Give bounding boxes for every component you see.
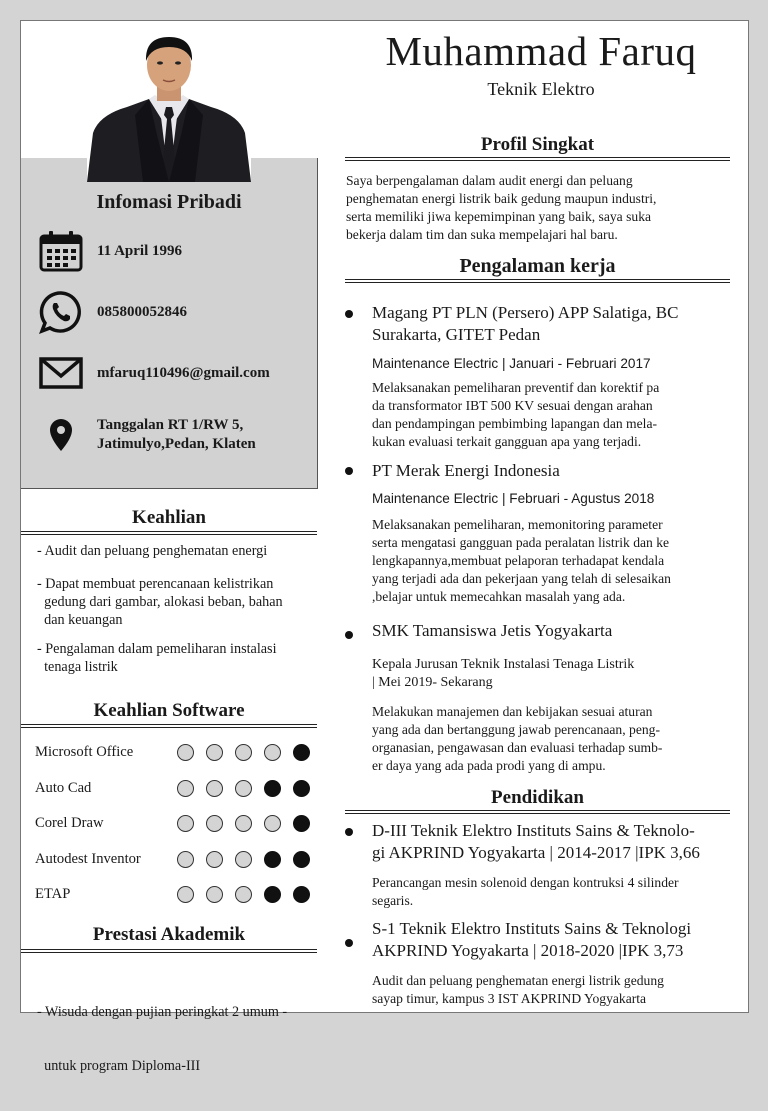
job-bullet xyxy=(345,467,353,475)
email-row xyxy=(39,351,270,395)
profile-line: bekerja dalam tim dan suka mempelajari hal baru. xyxy=(346,227,618,242)
education-bullet xyxy=(345,939,353,947)
rating-dot xyxy=(264,851,281,868)
location-pin-icon xyxy=(39,413,83,457)
skill-item xyxy=(37,640,277,676)
rating-dot xyxy=(177,851,194,868)
birthdate-text: 11 April 1996 xyxy=(97,242,183,259)
rating-dot xyxy=(293,886,310,903)
experience-title: Pengalaman kerja xyxy=(459,255,616,277)
achievements-rule xyxy=(21,949,317,953)
software-title: Keahlian Software xyxy=(93,700,245,721)
rating-dot xyxy=(264,744,281,761)
profile-line: penghematan energi listrik baik gedung maupun industri, xyxy=(346,191,657,206)
rating-dot xyxy=(235,780,252,797)
achievements-text xyxy=(37,967,287,1111)
skill-line: gedung dari gambar, alokasi beban, bahan xyxy=(37,594,283,610)
address-line-2: Jatimulyo,Pedan, Klaten xyxy=(97,436,256,452)
job-title-line: SMK Tamansiswa Jetis Yogyakarta xyxy=(372,621,613,640)
skills-rule xyxy=(21,531,317,535)
software-row xyxy=(35,741,325,763)
software-name: Auto Cad xyxy=(35,779,92,796)
experience-rule xyxy=(345,279,730,283)
job-desc-line: da transformator IBT 500 KV sesuai dengan arahan xyxy=(372,398,653,413)
skill-item xyxy=(37,575,283,629)
job-desc-line: kukan evaluasi terkait gangguan apa yang terjadi. xyxy=(372,434,642,449)
phone-row xyxy=(39,290,187,334)
job-bullet xyxy=(345,310,353,318)
rating-dot xyxy=(293,780,310,797)
birthdate-row xyxy=(39,229,182,273)
rating-dot xyxy=(206,886,223,903)
education-desc-line: sayap timur, kampus 3 IST AKPRIND Yogyakarta xyxy=(372,991,647,1006)
job-desc-line: Melaksanakan pemeliharan preventif dan korektif pa xyxy=(372,380,660,395)
rating-dot xyxy=(206,780,223,797)
profile-title: Profil Singkat xyxy=(480,134,595,155)
education-bullet xyxy=(345,828,353,836)
software-row xyxy=(35,812,325,834)
software-name: Corel Draw xyxy=(35,814,104,831)
job-desc-line: Melakukan manajemen dan kebijakan sesuai aturan xyxy=(372,704,653,719)
profile-rule xyxy=(345,157,730,161)
rating-dot xyxy=(206,815,223,832)
software-row xyxy=(35,777,325,799)
profile-text xyxy=(346,172,656,244)
education-description xyxy=(372,874,679,910)
software-rule xyxy=(21,724,317,728)
personal-info-title: Infomasi Pribadi xyxy=(96,191,242,213)
skill-line: - Dapat membuat perencanaan kelistrikan xyxy=(37,576,274,592)
education-title-line: S-1 Teknik Elektro Instituts Sains & Teknologi xyxy=(372,919,692,938)
job-role xyxy=(372,656,634,692)
rating-dot xyxy=(293,851,310,868)
rating-dot xyxy=(235,851,252,868)
education-description xyxy=(372,972,664,1008)
job-bullet xyxy=(345,631,353,639)
rating-dot xyxy=(264,886,281,903)
job-desc-line: er daya yang ada pada prodi yang di ampu. xyxy=(372,758,606,773)
education-title: Pendidikan xyxy=(491,787,584,808)
rating-dot xyxy=(264,815,281,832)
software-name: ETAP xyxy=(35,885,71,902)
software-row xyxy=(35,848,325,870)
skill-line: dan keuangan xyxy=(37,612,123,628)
profession-subtitle: Teknik Elektro xyxy=(487,79,595,99)
rating-dot xyxy=(235,886,252,903)
education-desc-line: Perancangan mesin solenoid dengan kontruksi 4 silinder xyxy=(372,875,679,890)
profile-line: Saya berpengalaman dalam audit energi dan peluang xyxy=(346,173,633,188)
job-desc-line: ,belajar untuk memecahkan masalah yang ada. xyxy=(372,589,626,604)
skills-title: Keahlian xyxy=(132,507,206,528)
address-line-1: Tanggalan RT 1/RW 5, xyxy=(97,417,244,433)
rating-dot xyxy=(177,744,194,761)
rating-dot xyxy=(293,744,310,761)
rating-dot xyxy=(293,815,310,832)
achievements-title: Prestasi Akademik xyxy=(92,924,246,945)
education-title-text xyxy=(372,820,700,864)
rating-dot xyxy=(206,851,223,868)
skill-line: - Pengalaman dalam pemeliharan instalasi xyxy=(37,641,277,657)
profile-line: serta memiliki jiwa kepemimpinan yang baik, saya suka xyxy=(346,209,652,224)
job-title-line: PT Merak Energi Indonesia xyxy=(372,461,560,480)
mail-icon xyxy=(39,351,83,395)
rating-dot xyxy=(235,744,252,761)
job-desc-line: lengkapannya,membuat pelaporan terhadapat kendala xyxy=(372,553,665,568)
address-text xyxy=(97,416,256,454)
job-role-line: Kepala Jurusan Teknik Instalasi Tenaga Listrik xyxy=(372,657,635,672)
software-name: Autodest Inventor xyxy=(35,850,141,867)
job-title xyxy=(372,620,612,642)
job-desc-line: yang terjadi ada dan pekerjaan yang telah di selesaikan xyxy=(372,571,671,586)
software-row xyxy=(35,883,325,905)
education-title-line: AKPRIND Yogyakarta | 2018-2020 |IPK 3,73 xyxy=(372,941,684,960)
rating-dot xyxy=(206,744,223,761)
job-desc-line: serta mengatasi gangguan pada peralatan listrik dan ke xyxy=(372,535,670,550)
job-description xyxy=(372,379,659,451)
job-title xyxy=(372,460,560,482)
education-title-text xyxy=(372,918,691,962)
skill-line: tenaga listrik xyxy=(37,659,118,675)
full-name: Muhammad Faruq xyxy=(385,28,697,74)
job-desc-line: yang ada dan bertanggung jawab perencanaan, peng- xyxy=(372,722,660,737)
skill-line: - Audit dan peluang penghematan energi xyxy=(37,543,268,559)
job-title-line: Magang PT PLN (Persero) APP Salatiga, BC xyxy=(372,303,679,322)
profile-photo xyxy=(87,35,251,182)
resume-page xyxy=(20,20,749,1074)
rating-dot xyxy=(177,815,194,832)
job-description xyxy=(372,516,671,606)
education-rule xyxy=(345,810,730,814)
rating-dot xyxy=(235,815,252,832)
job-description xyxy=(372,703,662,775)
job-role: Maintenance Electric | Januari - Februari 2017 xyxy=(372,356,651,371)
job-desc-line: Melaksanakan pemeliharan, memonitoring parameter xyxy=(372,517,663,532)
job-desc-line: organasian, pengawasan dan evaluasi terhadap sumb- xyxy=(372,740,663,755)
education-desc-line: segaris. xyxy=(372,893,414,908)
job-role-line: | Mei 2019- Sekarang xyxy=(372,675,493,690)
job-title xyxy=(372,302,678,346)
whatsapp-icon xyxy=(39,290,83,334)
education-desc-line: Audit dan peluang penghematan energi listrik gedung xyxy=(372,973,664,988)
address-row xyxy=(39,413,256,457)
rating-dot xyxy=(177,780,194,797)
email-text: mfaruq110496@gmail.com xyxy=(97,364,270,381)
education-title-line: D-III Teknik Elektro Instituts Sains & Teknolo- xyxy=(372,821,695,840)
job-desc-line: dan pendampingan pembimbing lapangan dan mela- xyxy=(372,416,658,431)
achievement-line: - Wisuda dengan pujian peringkat 2 umum - xyxy=(37,1004,288,1020)
education-title-line: gi AKPRIND Yogyakarta | 2014-2017 |IPK 3,66 xyxy=(372,843,700,862)
phone-text: 085800052846 xyxy=(97,303,187,320)
rating-dot xyxy=(264,780,281,797)
software-name: Microsoft Office xyxy=(35,743,134,760)
rating-dot xyxy=(177,886,194,903)
calendar-icon xyxy=(39,229,83,273)
skill-item xyxy=(37,542,267,560)
job-title-line: Surakarta, GITET Pedan xyxy=(372,325,541,344)
achievement-line: untuk program Diploma-III xyxy=(37,1058,201,1074)
job-role: Maintenance Electric | Februari - Agustus 2018 xyxy=(372,491,655,506)
